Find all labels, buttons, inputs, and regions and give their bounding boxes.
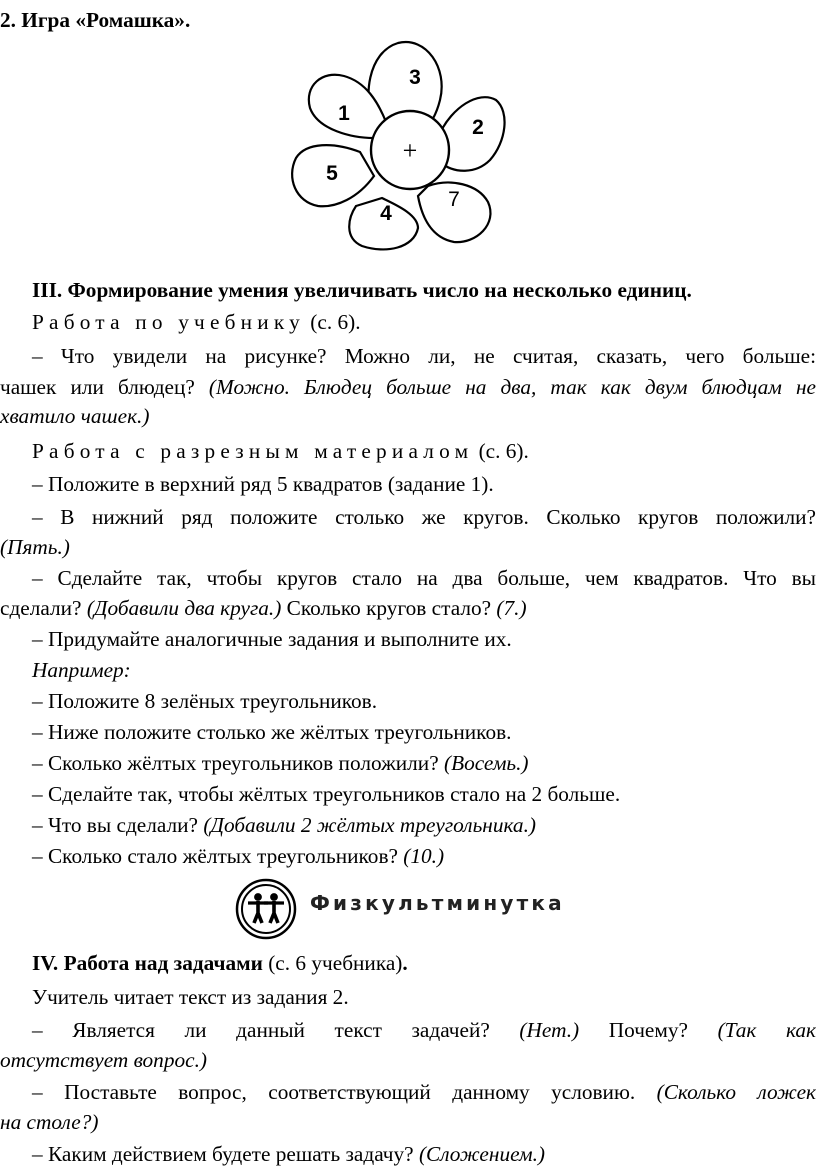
section3-heading: III. Формирование умения увеличивать число на несколько единиц. bbox=[32, 278, 692, 302]
question-text: – Сколько стало жёлтых треугольников? bbox=[32, 844, 404, 868]
section4-q2-line2: на столе?) bbox=[0, 1110, 99, 1134]
chamomile-flower-diagram bbox=[282, 38, 506, 254]
page-ref: (с. 6). bbox=[473, 439, 529, 463]
section4-q1-line2: отсутствует вопрос.) bbox=[0, 1048, 207, 1072]
petal-label-4: 4 bbox=[380, 202, 392, 225]
textbook-work-label: Работа по учебнику bbox=[32, 310, 305, 334]
example-label: Например: bbox=[32, 658, 131, 682]
answer-text: (Добавили 2 жёлтых треугольника.) bbox=[203, 813, 536, 837]
answer-text: (Нет.) bbox=[519, 1018, 580, 1042]
question-text: – Сколько жёлтых треугольников положили? bbox=[32, 751, 444, 775]
section3-p2-line3: хватило чашек.) bbox=[0, 404, 150, 428]
question-text: – Каким действием будете решать задачу? bbox=[32, 1142, 419, 1166]
petal-label-7: 7 bbox=[448, 188, 460, 211]
section3-p4: – Положите в верхний ряд 5 квадратов (задание 1). bbox=[32, 472, 494, 496]
answer-text: (Добавили два круга.) bbox=[86, 596, 282, 620]
petal-label-3: 3 bbox=[409, 66, 421, 89]
section3-p2-line2 bbox=[0, 372, 816, 402]
flower-center-sign: + bbox=[402, 136, 418, 165]
question-text: сделали? bbox=[0, 596, 87, 620]
section3-p6-line1: – Сделайте так, чтобы кругов стало на два больше, чем квадратов. Что вы bbox=[32, 566, 816, 590]
exercise-people-icon bbox=[234, 877, 298, 941]
section4-q1-line1 bbox=[32, 1015, 816, 1045]
section4-heading-dot: . bbox=[402, 951, 408, 975]
example-3 bbox=[32, 748, 816, 778]
section4-q3 bbox=[32, 1139, 816, 1169]
question-text: Сколько кругов стало? bbox=[281, 596, 497, 620]
physminute-title: Физкультминутка bbox=[310, 891, 565, 915]
example-1: – Положите 8 зелёных треугольников. bbox=[32, 689, 378, 713]
answer-text: (Можно. Блюдец больше на два, так как двум блюдцам не bbox=[208, 375, 816, 399]
cutout-work-label: Работа с разрезным материалом bbox=[32, 439, 474, 463]
section4-p1: Учитель читает текст из задания 2. bbox=[32, 985, 349, 1009]
example-2: – Ниже положите столько же жёлтых треугольников. bbox=[32, 720, 512, 744]
petal-label-2: 2 bbox=[472, 116, 484, 139]
game-heading: 2. Игра «Ромашка». bbox=[0, 8, 191, 32]
section4-heading-ref: (с. 6 учебника) bbox=[262, 951, 403, 975]
section4-heading bbox=[32, 948, 816, 978]
answer-text: (Так как bbox=[717, 1018, 816, 1042]
answer-text: (Восемь.) bbox=[443, 751, 529, 775]
petal-label-5: 5 bbox=[326, 162, 338, 185]
section3-p3 bbox=[32, 436, 816, 466]
section3-p2-line1: – Что увидели на рисунке? Можно ли, не считая, сказать, чего больше: bbox=[32, 344, 816, 368]
question-text: – Является ли данный текст задачей? bbox=[32, 1018, 520, 1042]
section3-p1 bbox=[32, 307, 816, 337]
answer-text: (10.) bbox=[403, 844, 445, 868]
answer-text: (Сколько ложек bbox=[656, 1080, 816, 1104]
section4-heading-bold: IV. Работа над задачами bbox=[32, 951, 263, 975]
question-text: – Поставьте вопрос, соответствующий данному условию. bbox=[32, 1080, 657, 1104]
answer-text: (Сложением.) bbox=[418, 1142, 546, 1166]
physminute-banner bbox=[234, 877, 594, 941]
example-6 bbox=[32, 841, 816, 871]
example-4: – Сделайте так, чтобы жёлтых треугольников стало на 2 больше. bbox=[32, 782, 621, 806]
section4-q2-line1 bbox=[32, 1077, 816, 1107]
answer-text: (7.) bbox=[496, 596, 527, 620]
page-ref: (с. 6). bbox=[304, 310, 361, 334]
question-text: – Что вы сделали? bbox=[32, 813, 204, 837]
section3-p7: – Придумайте аналогичные задания и выполните их. bbox=[32, 627, 512, 651]
petal-label-1: 1 bbox=[338, 102, 350, 125]
example-5 bbox=[32, 810, 816, 840]
section3-p5-line1: – В нижний ряд положите столько же кругов. Сколько кругов положили? bbox=[32, 505, 816, 529]
question-text: Почему? bbox=[579, 1018, 718, 1042]
section3-p6-line2 bbox=[0, 593, 816, 623]
question-text: чашек или блюдец? bbox=[0, 375, 209, 399]
section3-p5-answer: (Пять.) bbox=[0, 535, 70, 559]
